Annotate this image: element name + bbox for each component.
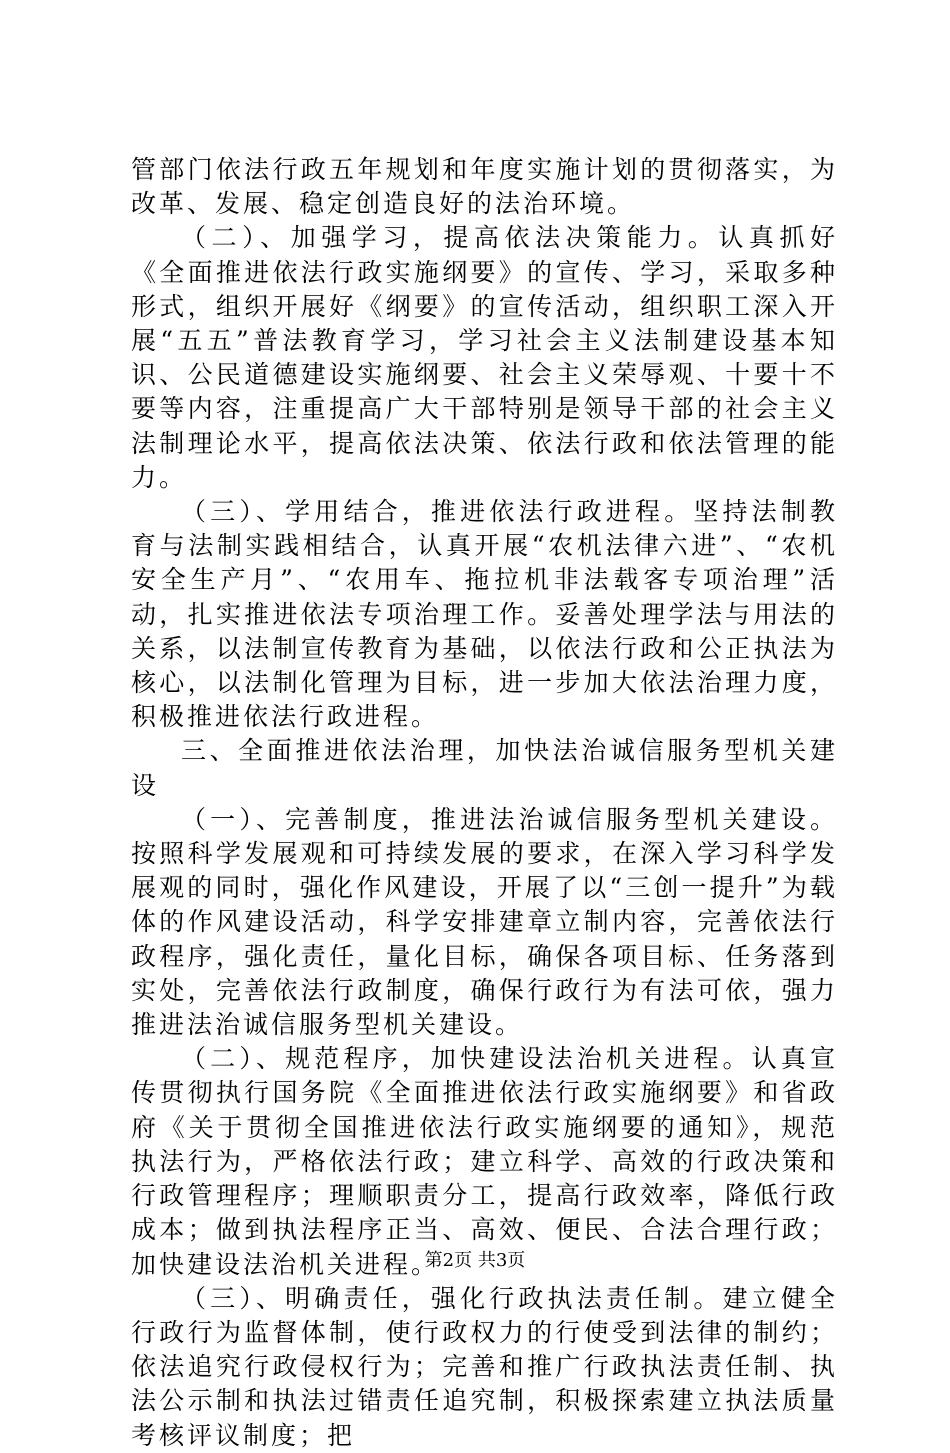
paragraph-continuation: 管部门依法行政五年规划和年度实施计划的贯彻落实，为改革、发展、稳定创造良好的法治环境。 bbox=[131, 155, 838, 219]
paragraph-strengthen-study: （二）、加强学习，提高依法决策能力。认真抓好《全面推进依法行政实施纲要》的宣传、学习，采取多种形式，组织开展好《纲要》的宣传活动，组织职工深入开展“五五”普法教育学习，学习社会主义法制建设基本知识、公民道德建设实施纲要、社会主义荣辱观、十要十不要等内容，注重提高广大干部特别是领导干部的社会主义法制理论水平，提高依法决策、依法行政和依法管理的能力。 bbox=[131, 223, 838, 492]
paragraph-clarify-responsibility: （三）、明确责任，强化行政执法责任制。建立健全行政行为监督体制，使行政权力的行使受到法律的制约；依法追究行政侵权行为；完善和推广行政执法责任制、执法公示制和执法过错责任追究制，积极探索建立执法质量考核评议制度；把 bbox=[131, 1283, 838, 1450]
paragraph-combine-study-use: （三）、学用结合，推进依法行政进程。坚持法制教育与法制实践相结合，认真开展“农机法律六进”、“农机安全生产月”、“农用车、拖拉机非法载客专项治理”活动，扎实推进依法专项治理工作。妥善处理学法与用法的关系，以法制宣传教育为基础，以依法行政和公正执法为核心，以法制化管理为目标，进一步加大依法治理力度，积极推进依法行政进程。 bbox=[131, 497, 838, 732]
section-heading-three: 三、全面推进依法治理，加快法治诚信服务型机关建设 bbox=[131, 736, 838, 800]
page-number-footer: 第2页 共3页 bbox=[424, 1250, 526, 1271]
paragraph-improve-system: （一）、完善制度，推进法治诚信服务型机关建设。按照科学发展观和可持续发展的要求，在深入学习科学发展观的同时，强化作风建设，开展了以“三创一提升”为载体的作风建设活动，科学安排建章立制内容，完善依法行政程序，强化责任，量化目标，确保各项目标、任务落到实处，完善依法行政制度，确保行政行为有法可依，强力推进法治诚信服务型机关建设。 bbox=[131, 804, 838, 1040]
paragraph-standardize-procedure: （二）、规范程序，加快建设法治机关进程。认真宣传贯彻执行国务院《全面推进依法行政实施纲要》和省政府《关于贯彻全国推进依法行政实施纲要的通知》，规范执法行为，严格依法行政；建立科学、高效的行政决策和行政管理程序；理顺职责分工，提高行政效率，降低行政成本；做到执法程序正当、高效、便民、合法合理行政；加快建设法治机关进程。 bbox=[131, 1044, 838, 1279]
